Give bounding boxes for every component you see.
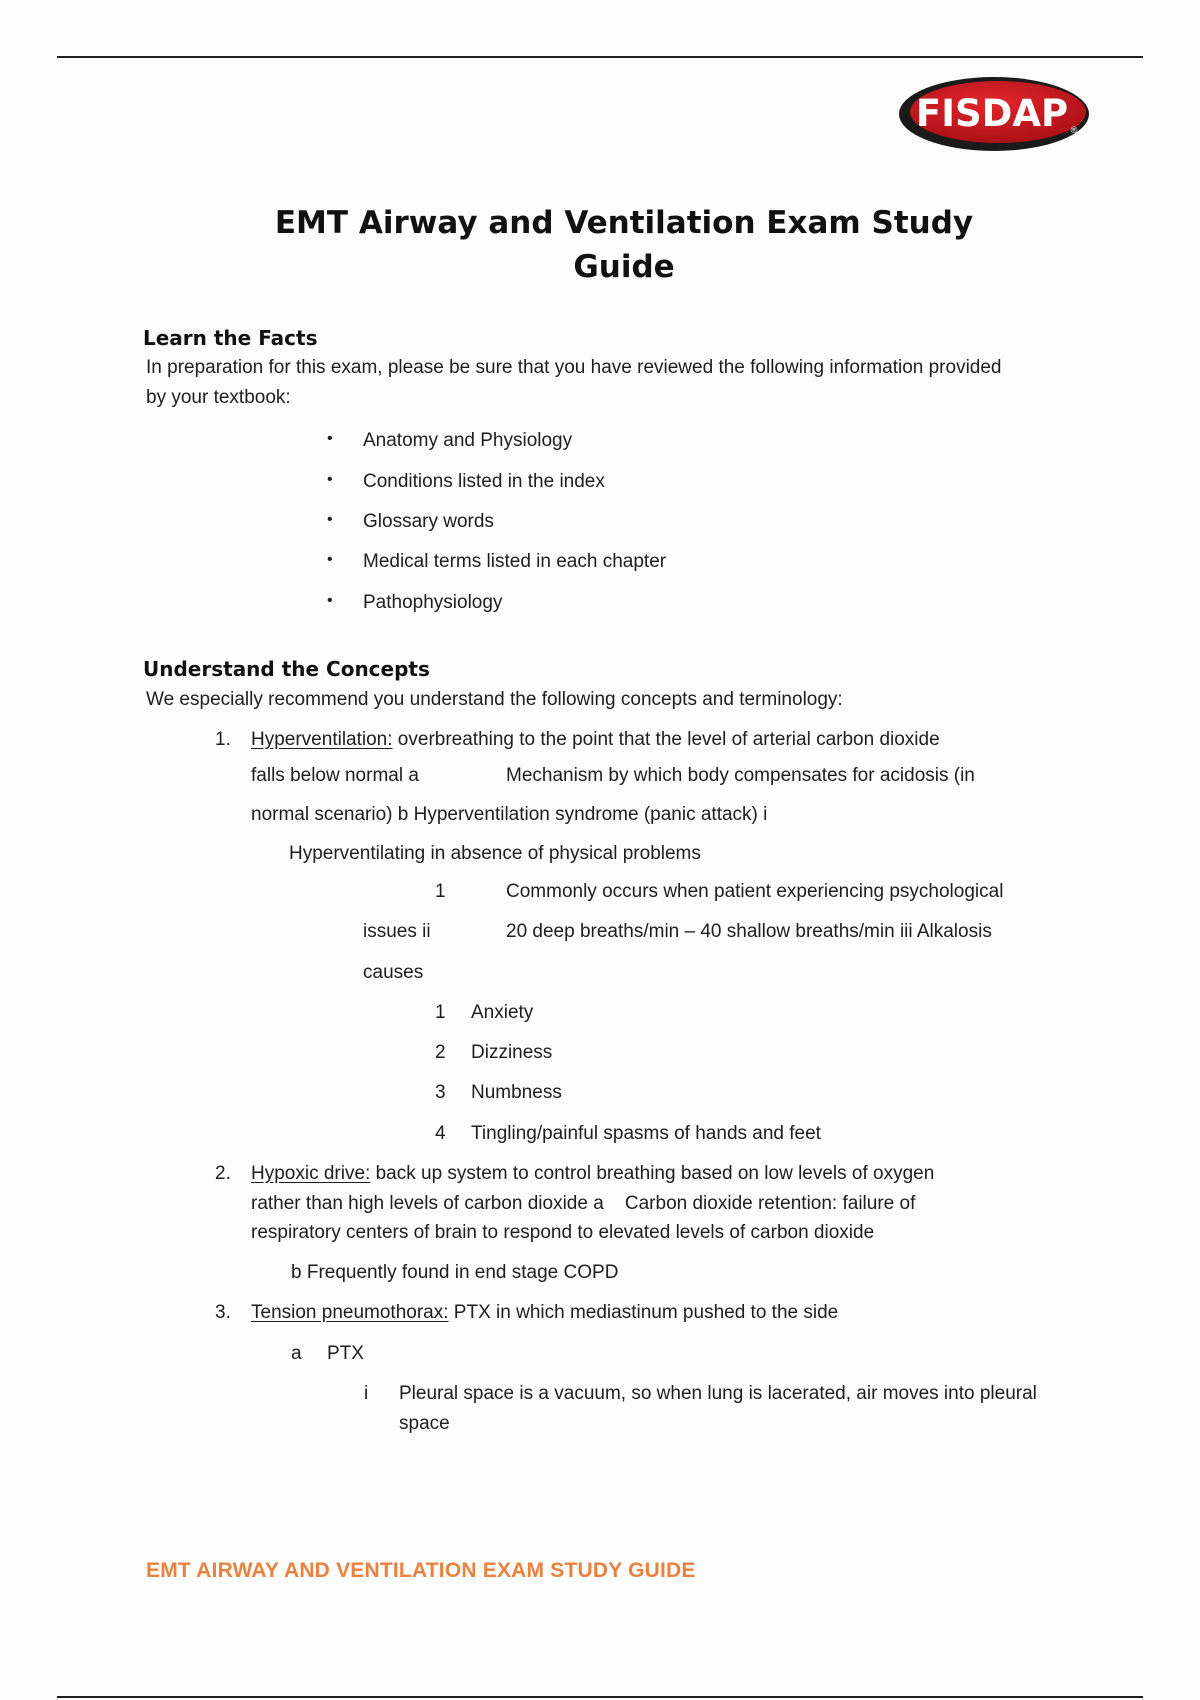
item3-term: Tension pneumothorax: [251, 1302, 449, 1323]
item1-line2-right: Mechanism by which body compensates for acidosis (in [506, 765, 975, 786]
item1-line5-number: 1 [435, 881, 446, 902]
item1-line7: causes [363, 962, 424, 983]
logo-text: FISDAP [915, 92, 1069, 135]
cause-number: 4 [435, 1123, 446, 1144]
item1-line5-text: Commonly occurs when patient experiencing psychological [506, 881, 1004, 902]
bullet-icon: • [327, 551, 333, 568]
item2-line2: rather than high levels of carbon dioxide a Carbon dioxide retention: failure of [251, 1193, 916, 1214]
item1-term: Hyperventilation: [251, 729, 393, 750]
item3-line1 [251, 1302, 838, 1324]
list-item: Pathophysiology [363, 592, 503, 613]
cause-number: 1 [435, 1002, 446, 1023]
bullet-icon: • [327, 471, 333, 488]
page-title-line2: Guide [573, 249, 675, 285]
cause-number: 3 [435, 1082, 446, 1103]
top-rule [57, 56, 1143, 58]
item3-sub-i-label: i [364, 1383, 369, 1404]
list-item: Anatomy and Physiology [363, 430, 573, 451]
list-item: Glossary words [363, 511, 494, 532]
cause-text: Tingling/painful spasms of hands and feet [471, 1123, 821, 1144]
item3-sub-i-line2: space [399, 1413, 450, 1434]
item2-number: 2. [215, 1163, 231, 1184]
fisdap-logo [898, 76, 1090, 152]
bottom-rule [57, 1696, 1143, 1698]
bullet-icon: • [327, 430, 333, 447]
item3-sub-a-text: PTX [327, 1343, 364, 1364]
item1-line2-left: falls below normal a [251, 765, 419, 786]
learn-facts-heading: Learn the Facts [143, 326, 318, 350]
footer-title: EMT AIRWAY AND VENTILATION EXAM STUDY GUIDE [146, 1559, 696, 1582]
item3-number: 3. [215, 1302, 231, 1323]
cause-text: Anxiety [471, 1002, 534, 1023]
item2-line4: b Frequently found in end stage COPD [291, 1262, 619, 1283]
item1-line6-right: 20 deep breaths/min – 40 shallow breaths/min iii Alkalosis [506, 921, 992, 942]
concepts-intro: We especially recommend you understand the following concepts and terminology: [146, 689, 843, 710]
item1-number: 1. [215, 729, 231, 750]
learn-intro-line1: In preparation for this exam, please be sure that you have reviewed the following information provided [146, 357, 1002, 378]
item3-definition: PTX in which mediastinum pushed to the side [448, 1302, 839, 1323]
cause-text: Dizziness [471, 1042, 553, 1063]
item3-sub-i-line1: Pleural space is a vacuum, so when lung is lacerated, air moves into pleural [399, 1383, 1037, 1404]
cause-text: Numbness [471, 1082, 562, 1103]
learn-intro-line2: by your textbook: [146, 387, 291, 408]
logo-registered: ® [1069, 126, 1079, 136]
list-item: Conditions listed in the index [363, 471, 605, 492]
page-title-line1: EMT Airway and Ventilation Exam Study [274, 205, 974, 241]
item1-line3: normal scenario) b Hyperventilation syndrome (panic attack) i [251, 804, 768, 825]
item3-sub-a-label: a [291, 1343, 302, 1364]
concepts-heading: Understand the Concepts [143, 657, 430, 681]
item1-line4: Hyperventilating in absence of physical problems [289, 843, 701, 864]
bullet-icon: • [327, 592, 333, 609]
bullet-icon: • [327, 511, 333, 528]
item2-line3: respiratory centers of brain to respond to elevated levels of carbon dioxide [251, 1222, 875, 1243]
item1-definition: overbreathing to the point that the level of arterial carbon dioxide [392, 729, 940, 750]
item1-line6-left: issues ii [363, 921, 431, 942]
cause-number: 2 [435, 1042, 446, 1063]
list-item: Medical terms listed in each chapter [363, 551, 667, 572]
item2-line1 [251, 1163, 934, 1185]
item1-line1 [251, 729, 940, 751]
item2-definition: back up system to control breathing based on low levels of oxygen [370, 1163, 935, 1184]
item2-term: Hypoxic drive: [251, 1163, 371, 1184]
